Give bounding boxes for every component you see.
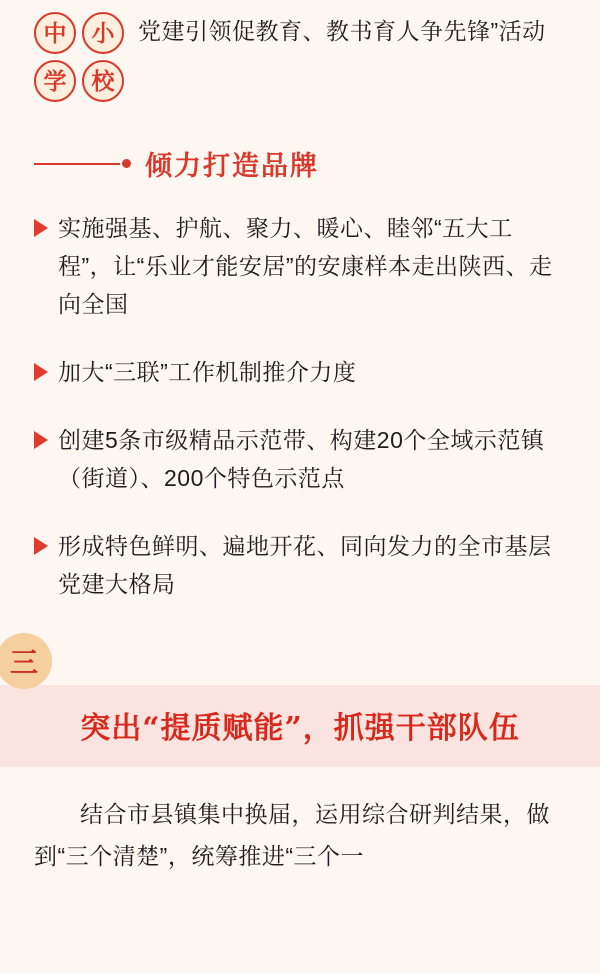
list-item (34, 527, 576, 603)
list-item-text: 形成特色鲜明、遍地开花、同向发力的全市基层党建大格局 (58, 533, 552, 597)
chapter-banner-text: 突出“提质赋能”，抓强干部队伍 (80, 711, 520, 746)
header (0, 0, 600, 102)
badge-circle: 学 (34, 60, 76, 102)
body-paragraph: 结合市县镇集中换届，运用综合研判结果，做到“三个清楚”，统筹推进“三个一 (34, 801, 550, 869)
triangle-bullet-icon (34, 537, 48, 555)
chapter-number-wrap (0, 633, 600, 691)
chapter-banner (0, 685, 600, 767)
list-item (34, 353, 576, 391)
triangle-bullet-icon (34, 219, 48, 237)
triangle-bullet-icon (34, 363, 48, 381)
badge-grid (34, 12, 124, 102)
brand-section-heading (34, 144, 600, 183)
list-item (34, 421, 576, 497)
list-item-text: 创建5条市级精品示范带、构建20个全域示范镇（街道）、200个特色示范点 (58, 427, 545, 491)
list-item-text: 实施强基、护航、聚力、暖心、睦邻“五大工程”，让“乐业才能安居”的安康样本走出陕西、走向全国 (58, 215, 553, 317)
header-title: 党建引领促教育、教书育人争先锋”活动 (138, 18, 546, 44)
bullet-list (34, 209, 576, 603)
list-item (34, 209, 576, 323)
badge-circle: 中 (34, 12, 76, 54)
brand-section-title: 倾力打造品牌 (145, 151, 319, 182)
divider-line (34, 163, 120, 165)
triangle-bullet-icon (34, 431, 48, 449)
badge-circle: 小 (82, 12, 124, 54)
badge-circle: 校 (82, 60, 124, 102)
chapter-number-badge: 三 (0, 633, 52, 689)
bullet-dot-icon (122, 159, 131, 168)
list-item-text: 加大“三联”工作机制推介力度 (58, 359, 357, 385)
